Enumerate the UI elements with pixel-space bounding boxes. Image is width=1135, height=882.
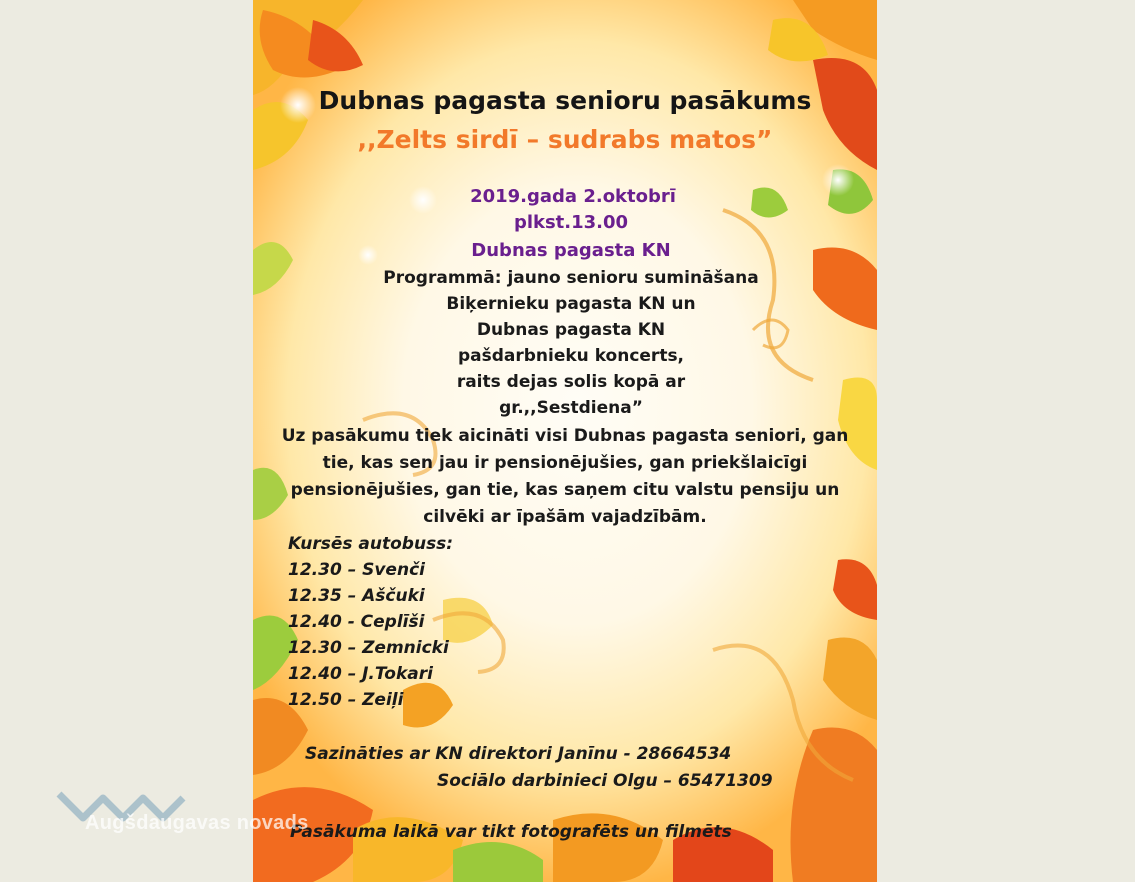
bus-stop: 12.40 - Ceplīši <box>288 612 425 632</box>
bus-stop: 12.30 – Zemnicki <box>288 638 449 658</box>
bus-stop: 12.40 – J.Tokari <box>288 664 433 684</box>
event-date: 2019.gada 2.oktobrī <box>470 186 676 207</box>
program-line: Programmā: jauno senioru sumināšana <box>383 268 759 288</box>
bus-stop: 12.35 – Aščuki <box>288 586 425 606</box>
invitation-line: pensionējušies, gan tie, kas saņem citu valstu pensiju un <box>290 480 840 500</box>
contact-social-worker: Sociālo darbinieci Olgu – 65471309 <box>437 771 773 791</box>
program-line: Biķernieku pagasta KN un <box>446 294 696 314</box>
poster-subtitle: ,,Zelts sirdī – sudrabs matos” <box>357 125 773 154</box>
invitation-line: cilvēki ar īpašām vajadzībām. <box>423 507 707 527</box>
poster-title: Dubnas pagasta senioru pasākums <box>318 86 812 115</box>
event-time: plkst.13.00 <box>513 212 629 233</box>
program-line: Dubnas pagasta KN <box>476 320 666 340</box>
footer-note: Pasākuma laikā var tikt fotografēts un filmēts <box>290 822 732 842</box>
bus-stop: 12.50 – Zeiļi <box>288 690 404 710</box>
invitation-line: tie, kas sen jau ir pensionējušies, gan priekšlaicīgi <box>322 453 808 473</box>
bus-heading: Kursēs autobuss: <box>288 534 454 554</box>
program-line: gr.,,Sestdiena” <box>499 398 643 418</box>
program-line: raits dejas solis kopā ar <box>456 372 686 392</box>
contact-director: Sazināties ar KN direktori Janīnu - 28664534 <box>305 744 732 764</box>
event-poster <box>253 0 877 882</box>
event-venue: Dubnas pagasta KN <box>471 240 671 261</box>
program-line: pašdarbnieku koncerts, <box>457 346 685 366</box>
watermark-text: Augšdaugavas novads <box>85 812 309 834</box>
bus-stop: 12.30 – Svenči <box>288 560 425 580</box>
invitation-line: Uz pasākumu tiek aicināti visi Dubnas pagasta seniori, gan <box>281 426 849 446</box>
